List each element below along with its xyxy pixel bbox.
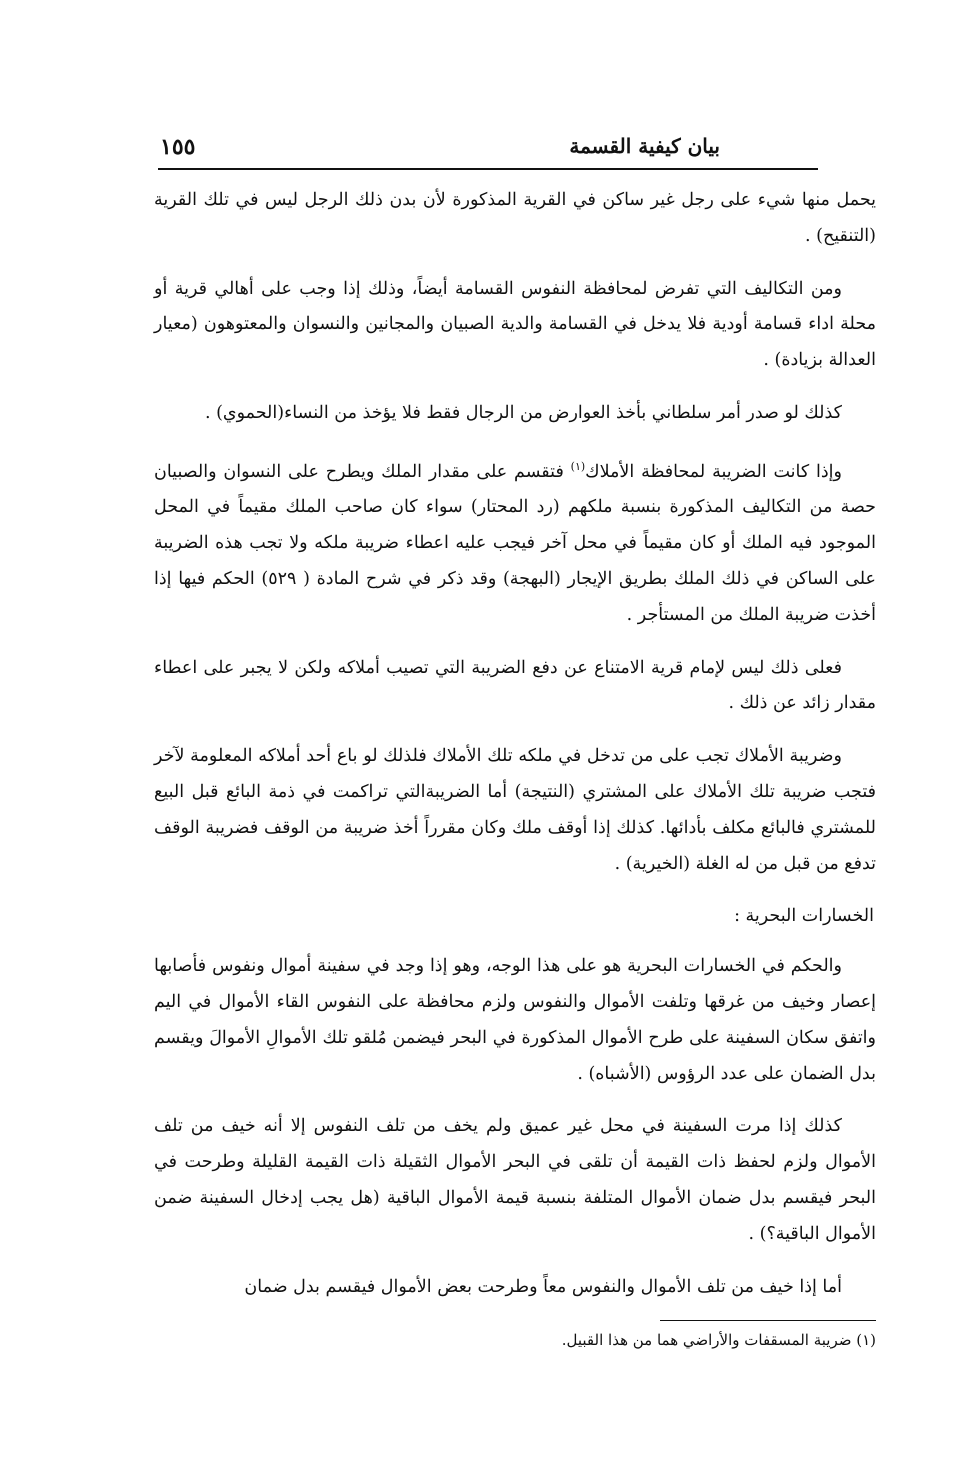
paragraph-rest: فتقسم على مقدار الملك ويطرح على النسوان والصبيان حصة من التكاليف المذكورة بنسبة ملكهم (رد المحتار) سواء كان صاحب الملك مقيماً في المحل الموجود فيه الملك أو كان مقيماً في محل آخر فيجب عليه اعطاء ضريبة ملكه ولا تجب هذه الضريبة على الساكن في ذلك الملك بطريق الإيجار (البهجة) وقد ذكر في شرح المادة ( ٥٢٩) الحكم فيها إذا أخذت ضريبة الملك من المستأجر .: [154, 461, 876, 625]
footnote: (١) ضريبة المسقفات والأراضي هما من هذا القبيل.: [561, 1331, 876, 1349]
paragraph-start: وإذا كانت الضريبة لمحافظة الأملاك: [585, 461, 842, 482]
paragraph: فعلى ذلك ليس لإمام قرية الامتناع عن دفع الضريبة التي تصيب أملاكه ولكن لا يجبر على اعطاء مقدار زائد عن ذلك .: [154, 657, 876, 714]
paragraph: والحكم في الخسارات البحرية هو على هذا الوجه، وهو إذا وجد في سفينة أموال ونفوس فأصابها إعصار وخيف من غرقها وتلفت الأموال والنفوس ولزم محافظة على النفوس القاء الأموال في اليم واتفق سكان السفينة على طرح الأموال المذكورة في البحر فيضمن مُلقو تلك الأموالِ الأموالَ ويقسم بدل الضمان على عدد الرؤوس (الأشباه) .: [154, 956, 876, 1084]
section-heading: الخسارات البحرية :: [734, 906, 874, 927]
chapter-title: بيان كيفية القسمة: [569, 134, 720, 158]
paragraph: أما إذا خيف من تلف الأموال والنفوس معاً وطرحت بعض الأموال فيقسم بدل ضمان: [244, 1276, 842, 1297]
paragraph: كذلك إذا مرت السفينة في محل غير عميق ولم يخف من تلف النفوس إلا أنه خيف من تلف الأموال ولزم لحفظ ذات القيمة أن تلقى في البحر الأموال الثقيلة ذات القيمة القليلة وطرحت في البحر فيقسم بدل ضمان الأموال المتلفة بنسبة قيمة الأموال الباقية (هل يجب إدخال السفينة ضمن الأموال الباقية؟) .: [154, 1116, 876, 1244]
paragraph: [154, 449, 876, 634]
footnote-divider: [660, 1320, 876, 1321]
paragraph: ومن التكاليف التي تفرض لمحافظة النفوس القسامة أيضاً، وذلك إذا وجب على أهالي قرية أو محلة اداء قسامة أودية فلا يدخل في القسامة والدية الصبيان والمجانين والنسوان والمعتوهون (معيار العدالة بزيادة) .: [154, 278, 876, 371]
body-text: [154, 183, 876, 1322]
paragraph: يحمل منها شيء على رجل غير ساكن في القرية المذكورة لأن بدن ذلك الرجل ليس في تلك القرية (التنقيح) .: [154, 190, 876, 246]
page-number: ١٥٥: [160, 134, 196, 160]
paragraph: كذلك لو صدر أمر سلطاني بأخذ العوارض من الرجال فقط فلا يؤخذ من النساء(الحموي) .: [204, 402, 842, 423]
footnote-reference: (١): [570, 459, 586, 473]
paragraph: وضريبة الأملاك تجب على من تدخل في ملكه تلك الأملاك فلذلك لو باع أحد أملاكه المعلومة لآخر فتجب ضريبة تلك الأملاك على المشتري (النتيجة) أما الضريبةالتي تراكمت في ذمة البائع قبل البيع للمشتري فالبائع مكلف بأدائها. كذلك إذا أوقف ملك وكان مقرراً أخذ ضريبة من الوقف فضريبة الوقف تدفع من قبل من له الغلة (الخيرية) .: [154, 746, 876, 874]
running-header: [158, 128, 818, 170]
